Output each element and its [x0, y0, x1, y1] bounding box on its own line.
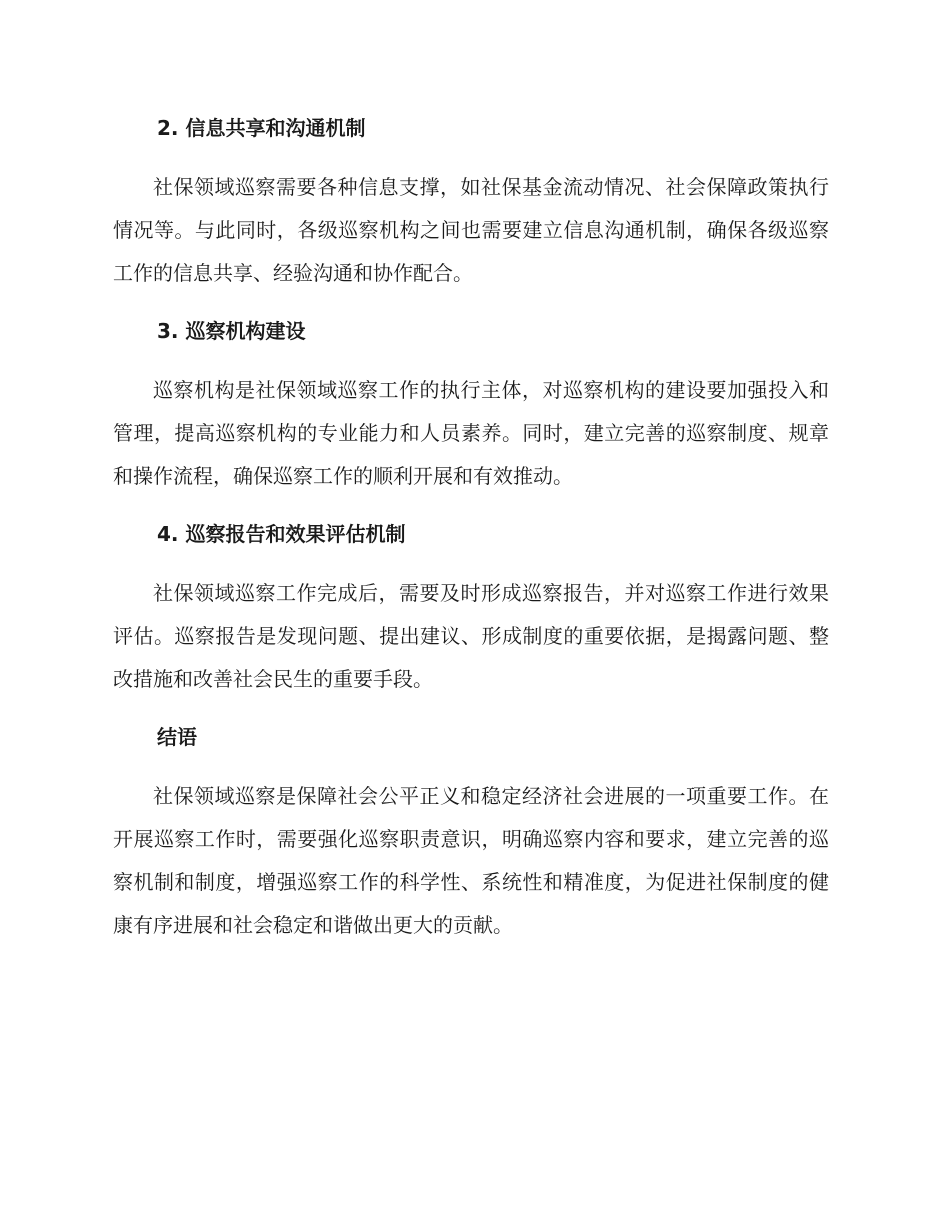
section-paragraph-info-sharing: 社保领域巡察需要各种信息支撑，如社保基金流动情况、社会保障政策执行情况等。与此同时，各级巡察机构之间也需要建立信息沟通机制，确保各级巡察工作的信息共享、经验沟通和协作配合。 [113, 175, 829, 285]
section-heading-agency-building: 3. 巡察机构建设 [157, 319, 306, 343]
section-paragraph-report-evaluation: 社保领域巡察工作完成后，需要及时形成巡察报告，并对巡察工作进行效果评估。巡察报告是发现问题、提出建议、形成制度的重要依据，是揭露问题、整改措施和改善社会民生的重要手段。 [113, 581, 829, 691]
document-page [113, 112, 829, 947]
section-paragraph-agency-building: 巡察机构是社保领域巡察工作的执行主体，对巡察机构的建设要加强投入和管理，提高巡察机构的专业能力和人员素养。同时，建立完善的巡察制度、规章和操作流程，确保巡察工作的顺利开展和有效推动。 [113, 378, 829, 488]
section-paragraph-conclusion: 社保领域巡察是保障社会公平正义和稳定经济社会进展的一项重要工作。在开展巡察工作时，需要强化巡察职责意识，明确巡察内容和要求，建立完善的巡察机制和制度，增强巡察工作的科学性、系统性和精准度，为促进社保制度的健康有序进展和社会稳定和谐做出更大的贡献。 [113, 784, 829, 937]
section-heading-conclusion: 结语 [157, 725, 197, 749]
section-heading-report-evaluation: 4. 巡察报告和效果评估机制 [157, 522, 406, 546]
section-heading-info-sharing: 2. 信息共享和沟通机制 [157, 116, 366, 140]
